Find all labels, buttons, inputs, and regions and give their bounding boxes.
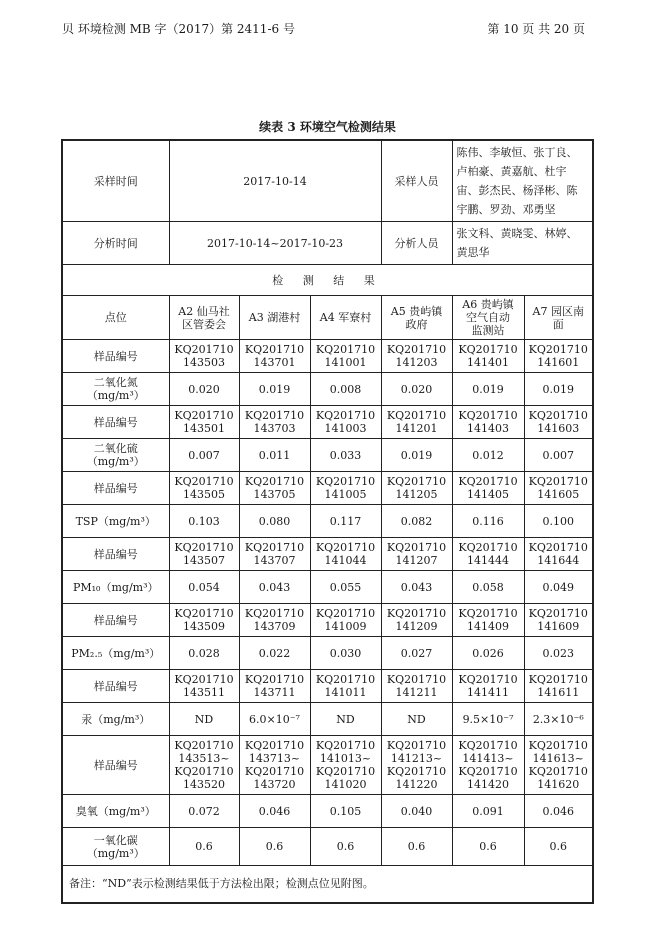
table-cell: 0.103 [169,505,239,538]
table-cell: KQ201710 143503 [169,340,239,373]
row-label: 样品编号 [62,670,169,703]
table-cell: 0.116 [452,505,524,538]
table-cell: KQ201710 141001 [310,340,381,373]
table-row [62,406,593,439]
table-row [62,373,593,406]
table-cell: 0.072 [169,795,239,828]
table-note: 备注：“ND”表示检测结果低于方法检出限；检测点位见附图。 [62,866,593,903]
analysis-row [62,222,593,265]
table-cell: 0.082 [381,505,452,538]
point-header: A4 军寮村 [310,296,381,340]
sampling-time-label: 采样时间 [62,140,169,222]
table-cell: 0.091 [452,795,524,828]
table-cell: KQ201710 143703 [239,406,310,439]
table-row [62,340,593,373]
table-cell: 0.019 [239,373,310,406]
table-cell: 0.6 [524,828,593,866]
table-cell: 2.3×10⁻⁶ [524,703,593,736]
table-cell: 0.6 [239,828,310,866]
table-row [62,571,593,604]
point-label: 点位 [62,296,169,340]
row-label: 二氧化氮 （mg/m³） [62,373,169,406]
table-cell: KQ201710 143701 [239,340,310,373]
row-label: 样品编号 [62,538,169,571]
table-cell: 0.6 [381,828,452,866]
table-cell: 0.6 [310,828,381,866]
point-header: A5 贵屿镇 政府 [381,296,452,340]
table-cell: 0.117 [310,505,381,538]
table-cell: KQ201710 141413~ KQ201710 141420 [452,736,524,795]
table-row [62,538,593,571]
table-cell: 0.055 [310,571,381,604]
point-header: A6 贵屿镇 空气自动 监测站 [452,296,524,340]
table-cell: 0.008 [310,373,381,406]
table-cell: KQ201710 141644 [524,538,593,571]
table-cell: KQ201710 143713~ KQ201710 143720 [239,736,310,795]
point-header: A2 仙马社 区管委会 [169,296,239,340]
table-cell: KQ201710 141605 [524,472,593,505]
table-cell: 0.027 [381,637,452,670]
table-row [62,637,593,670]
results-title-row [62,265,593,296]
row-label: TSP（mg/m³） [62,505,169,538]
table-cell: KQ201710 143707 [239,538,310,571]
row-label: 一氧化碳 （mg/m³） [62,828,169,866]
table-row [62,828,593,866]
table-cell: KQ201710 141601 [524,340,593,373]
table-cell: ND [169,703,239,736]
table-cell: KQ201710 141207 [381,538,452,571]
row-label: 样品编号 [62,472,169,505]
table-row [62,670,593,703]
table-cell: 0.023 [524,637,593,670]
table-row [62,439,593,472]
table-cell: KQ201710 143705 [239,472,310,505]
table-cell: 0.6 [169,828,239,866]
table-cell: 0.080 [239,505,310,538]
table-cell: KQ201710 141011 [310,670,381,703]
table-cell: 0.105 [310,795,381,828]
table-cell: KQ201710 141613~ KQ201710 141620 [524,736,593,795]
table-cell: KQ201710 141201 [381,406,452,439]
page-header-left: 贝 环境检测 MB 字（2017）第 2411-6 号 [62,22,295,36]
table-cell: 0.046 [524,795,593,828]
table-cell: KQ201710 141609 [524,604,593,637]
table-cell: 0.026 [452,637,524,670]
table-cell: 0.046 [239,795,310,828]
table-cell: KQ201710 141211 [381,670,452,703]
table-cell: KQ201710 143513~ KQ201710 143520 [169,736,239,795]
table-cell: KQ201710 141401 [452,340,524,373]
table-cell: KQ201710 141009 [310,604,381,637]
note-row [62,866,593,903]
table-cell: 0.043 [239,571,310,604]
table-cell: KQ201710 141603 [524,406,593,439]
table-cell: ND [310,703,381,736]
table-cell: KQ201710 141203 [381,340,452,373]
table-cell: 0.033 [310,439,381,472]
row-label: 样品编号 [62,736,169,795]
air-quality-table [61,139,594,904]
table-row [62,795,593,828]
point-header: A3 湖港村 [239,296,310,340]
row-label: 样品编号 [62,604,169,637]
table-cell: KQ201710 141444 [452,538,524,571]
analysis-time-label: 分析时间 [62,222,169,265]
table-cell: KQ201710 141209 [381,604,452,637]
table-cell: 0.028 [169,637,239,670]
row-label: PM₁₀（mg/m³） [62,571,169,604]
table-cell: KQ201710 141205 [381,472,452,505]
table-cell: 0.020 [169,373,239,406]
table-cell: KQ201710 141409 [452,604,524,637]
table-cell: KQ201710 143507 [169,538,239,571]
table-row [62,703,593,736]
row-label: 二氧化硫 （mg/m³） [62,439,169,472]
table-cell: KQ201710 143709 [239,604,310,637]
table-cell: 0.007 [524,439,593,472]
table-cell: ND [381,703,452,736]
table-cell: 0.030 [310,637,381,670]
table-cell: KQ201710 141611 [524,670,593,703]
table-cell: 0.022 [239,637,310,670]
table-row [62,604,593,637]
table-cell: 0.020 [381,373,452,406]
row-label: 臭氧（mg/m³） [62,795,169,828]
table-cell: 0.043 [381,571,452,604]
results-title: 检 测 结 果 [62,265,593,296]
analysis-staff-value: 张文科、黄晓雯、林婷、黄思华 [452,222,593,265]
sampling-staff-value: 陈伟、李敏恒、张丁良、卢柏豪、黄嘉航、杜宇宙、彭杰民、杨泽彬、陈宇鹏、罗劲、邓勇坚 [452,140,593,222]
table-cell: KQ201710 143505 [169,472,239,505]
table-cell: KQ201710 141411 [452,670,524,703]
row-label: PM₂.₅（mg/m³） [62,637,169,670]
table-row [62,505,593,538]
table-cell: KQ201710 141403 [452,406,524,439]
sampling-row [62,140,593,222]
table-cell: KQ201710 141213~ KQ201710 141220 [381,736,452,795]
table-cell: 0.058 [452,571,524,604]
table-cell: 0.012 [452,439,524,472]
table-cell: KQ201710 143501 [169,406,239,439]
table-cell: 0.040 [381,795,452,828]
table-cell: KQ201710 143511 [169,670,239,703]
table-cell: 6.0×10⁻⁷ [239,703,310,736]
table-cell: 0.011 [239,439,310,472]
table-cell: 0.019 [452,373,524,406]
table-cell: KQ201710 141405 [452,472,524,505]
analysis-staff-label: 分析人员 [381,222,452,265]
table-cell: KQ201710 143509 [169,604,239,637]
sampling-staff-label: 采样人员 [381,140,452,222]
row-label: 样品编号 [62,406,169,439]
table-cell: 9.5×10⁻⁷ [452,703,524,736]
table-row [62,736,593,795]
row-label: 样品编号 [62,340,169,373]
analysis-time-value: 2017-10-14~2017-10-23 [169,222,381,265]
column-header-row [62,296,593,340]
table-cell: KQ201710 141044 [310,538,381,571]
point-header: A7 园区南 面 [524,296,593,340]
table-cell: 0.019 [524,373,593,406]
table-cell: KQ201710 141005 [310,472,381,505]
table-row [62,472,593,505]
table-cell: 0.019 [381,439,452,472]
table-cell: 0.049 [524,571,593,604]
table-cell: 0.6 [452,828,524,866]
table-cell: KQ201710 141003 [310,406,381,439]
table-cell: 0.100 [524,505,593,538]
page-header-right: 第 10 页 共 20 页 [487,22,585,36]
table-cell: KQ201710 141013~ KQ201710 141020 [310,736,381,795]
table-cell: 0.007 [169,439,239,472]
table-caption: 续表 3 环境空气检测结果 [259,120,396,134]
table-cell: 0.054 [169,571,239,604]
sampling-time-value: 2017-10-14 [169,140,381,222]
table-cell: KQ201710 143711 [239,670,310,703]
row-label: 汞（mg/m³） [62,703,169,736]
